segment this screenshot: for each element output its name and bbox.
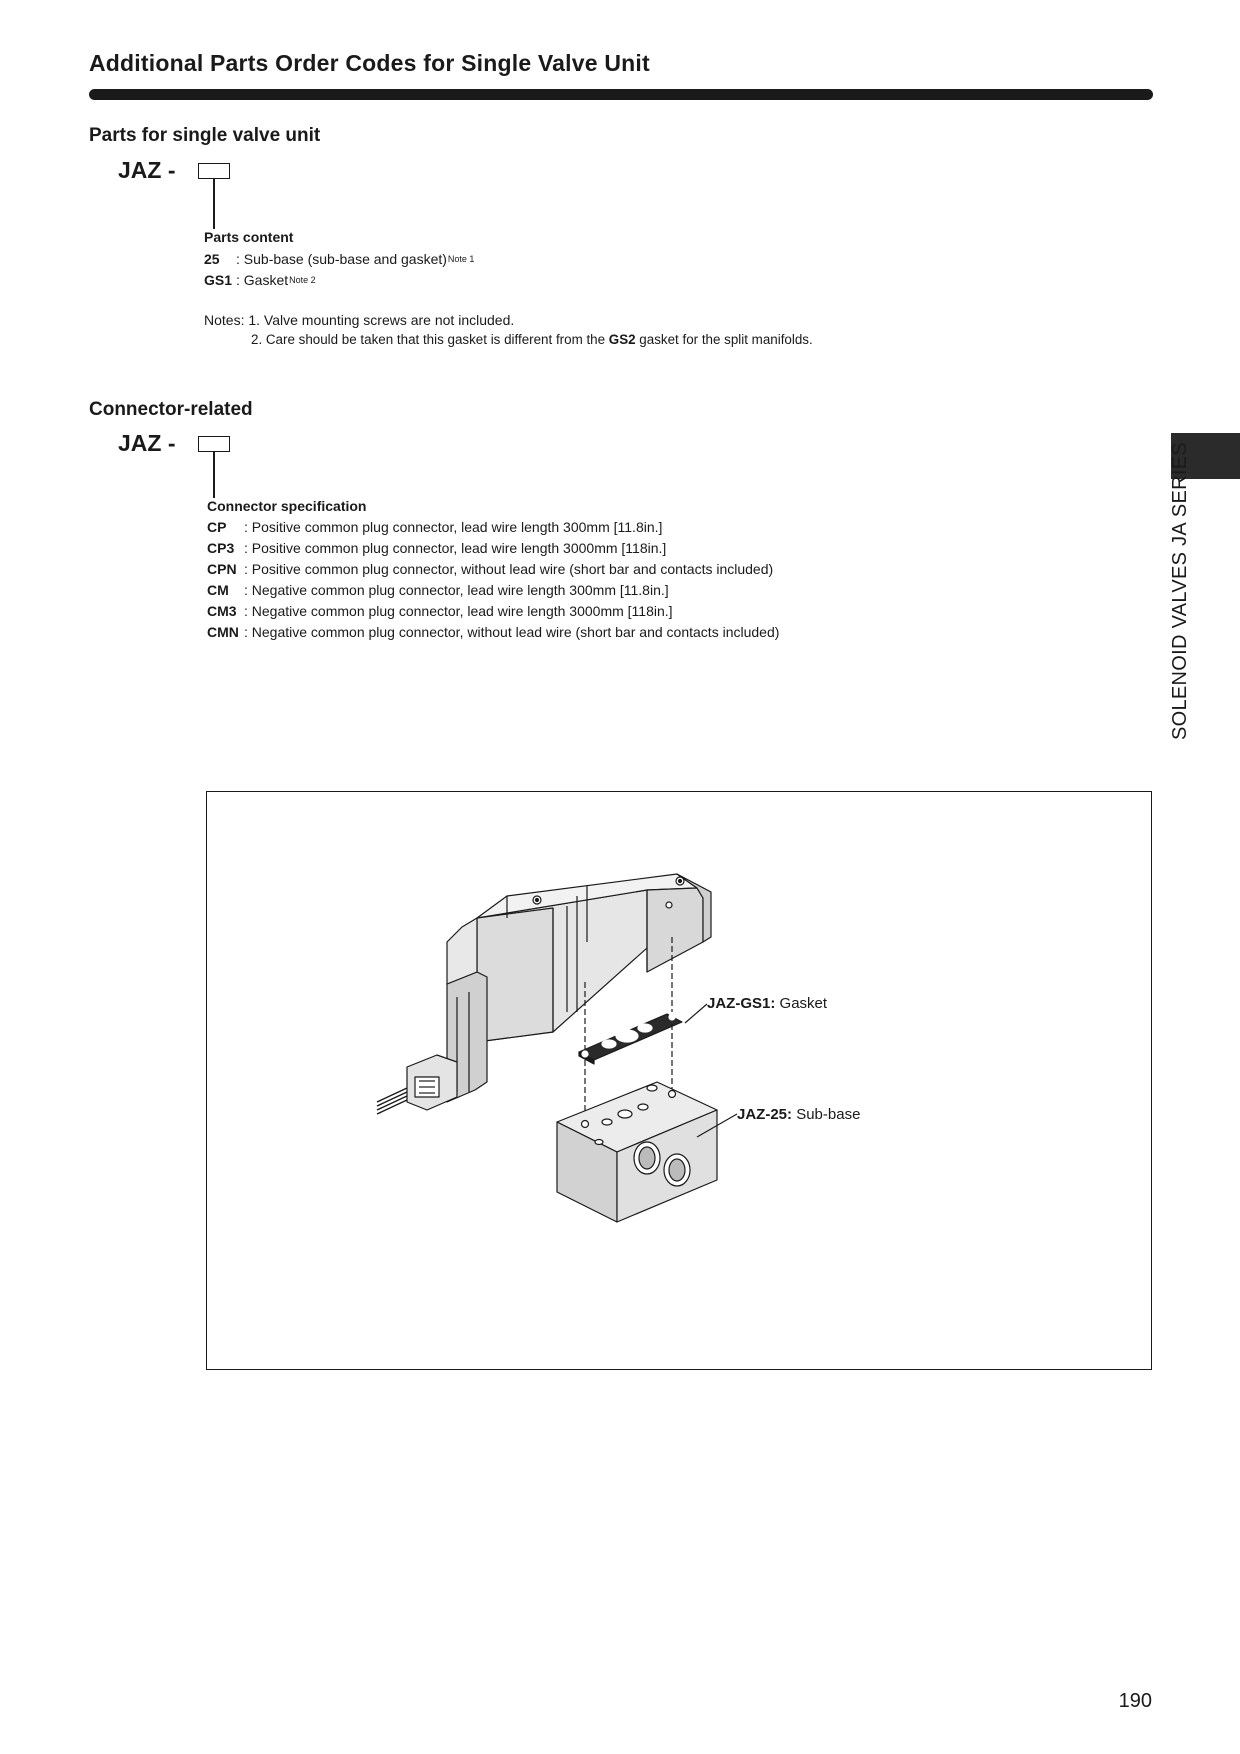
page-title: Additional Parts Order Codes for Single Valve Unit <box>89 50 650 76</box>
parts-option-25 <box>204 248 474 269</box>
note-2-text-b: gasket for the split manifolds. <box>635 332 813 347</box>
figure-frame <box>206 791 1152 1370</box>
option-code: CP3 <box>207 539 235 556</box>
option-code: 25 <box>204 250 220 267</box>
option-code: CM3 <box>207 602 237 619</box>
option-desc: : Sub-base (sub-base and gasket) <box>236 250 447 267</box>
connector-options-title: Connector specification <box>207 498 367 514</box>
notes-block <box>204 310 813 350</box>
option-code: CMN <box>207 623 239 640</box>
title-rule <box>89 89 1153 100</box>
connector-option-cp3 <box>207 537 779 558</box>
connector-option-cpn <box>207 558 779 579</box>
option-code: CPN <box>207 560 237 577</box>
gasket-callout <box>707 995 827 1012</box>
connector-option-cm <box>207 579 779 600</box>
side-series-label: SOLENOID VALVES JA SERIES <box>1169 442 1191 740</box>
connector-code-box <box>198 436 230 452</box>
option-desc: : Positive common plug connector, without lead wire (short bar and contacts included) <box>244 560 774 577</box>
note-2-bold: GS2 <box>608 332 636 347</box>
option-desc: : Positive common plug connector, lead wire length 300mm [11.8in.] <box>244 518 663 535</box>
subbase-callout <box>737 1106 860 1123</box>
subbase-code: JAZ-25 <box>737 1106 788 1123</box>
option-desc: : Negative common plug connector, without lead wire (short bar and contacts included) <box>244 623 780 640</box>
note-1 <box>204 310 813 330</box>
callout-separator: : <box>787 1106 793 1123</box>
connector-options-list <box>207 516 779 642</box>
gasket-code: JAZ-GS1 <box>707 995 771 1012</box>
option-desc: : Positive common plug connector, lead wire length 3000mm [118in.] <box>244 539 667 556</box>
option-desc: : Gasket <box>236 271 289 288</box>
notes-label: Notes: <box>204 312 245 328</box>
subbase-label: Sub-base <box>796 1106 861 1123</box>
parts-code-leader <box>213 179 215 229</box>
option-code: CP <box>207 518 227 535</box>
callout-separator: : <box>770 995 776 1012</box>
gasket-label: Gasket <box>779 995 828 1012</box>
note-2-text-a: 2. Care should be taken that this gasket is different from the <box>251 332 609 347</box>
option-code: GS1 <box>204 271 233 288</box>
parts-code-box <box>198 163 230 179</box>
connector-code-prefix: JAZ - <box>118 430 176 456</box>
option-desc: : Negative common plug connector, lead wire length 300mm [11.8in.] <box>244 581 669 598</box>
note-1-text: 1. Valve mounting screws are not included. <box>248 312 515 328</box>
connector-option-cp <box>207 516 779 537</box>
valve-assembly-illustration <box>207 792 1151 1369</box>
option-code: CM <box>207 581 229 598</box>
parts-option-gs1 <box>204 269 474 290</box>
connector-option-cm3 <box>207 600 779 621</box>
note-ref: Note 2 <box>289 274 316 285</box>
option-desc: : Negative common plug connector, lead wire length 3000mm [118in.] <box>244 602 673 619</box>
parts-options-list <box>204 248 474 290</box>
connector-section-heading: Connector-related <box>89 399 253 420</box>
note-2 <box>204 330 813 350</box>
parts-code-prefix: JAZ - <box>118 157 176 183</box>
connector-option-cmn <box>207 621 779 642</box>
parts-options-title: Parts content <box>204 229 294 245</box>
note-ref: Note 1 <box>447 253 475 264</box>
connector-code-leader <box>213 452 215 498</box>
page-number: 190 <box>1118 1690 1152 1712</box>
parts-section-heading: Parts for single valve unit <box>89 125 321 146</box>
